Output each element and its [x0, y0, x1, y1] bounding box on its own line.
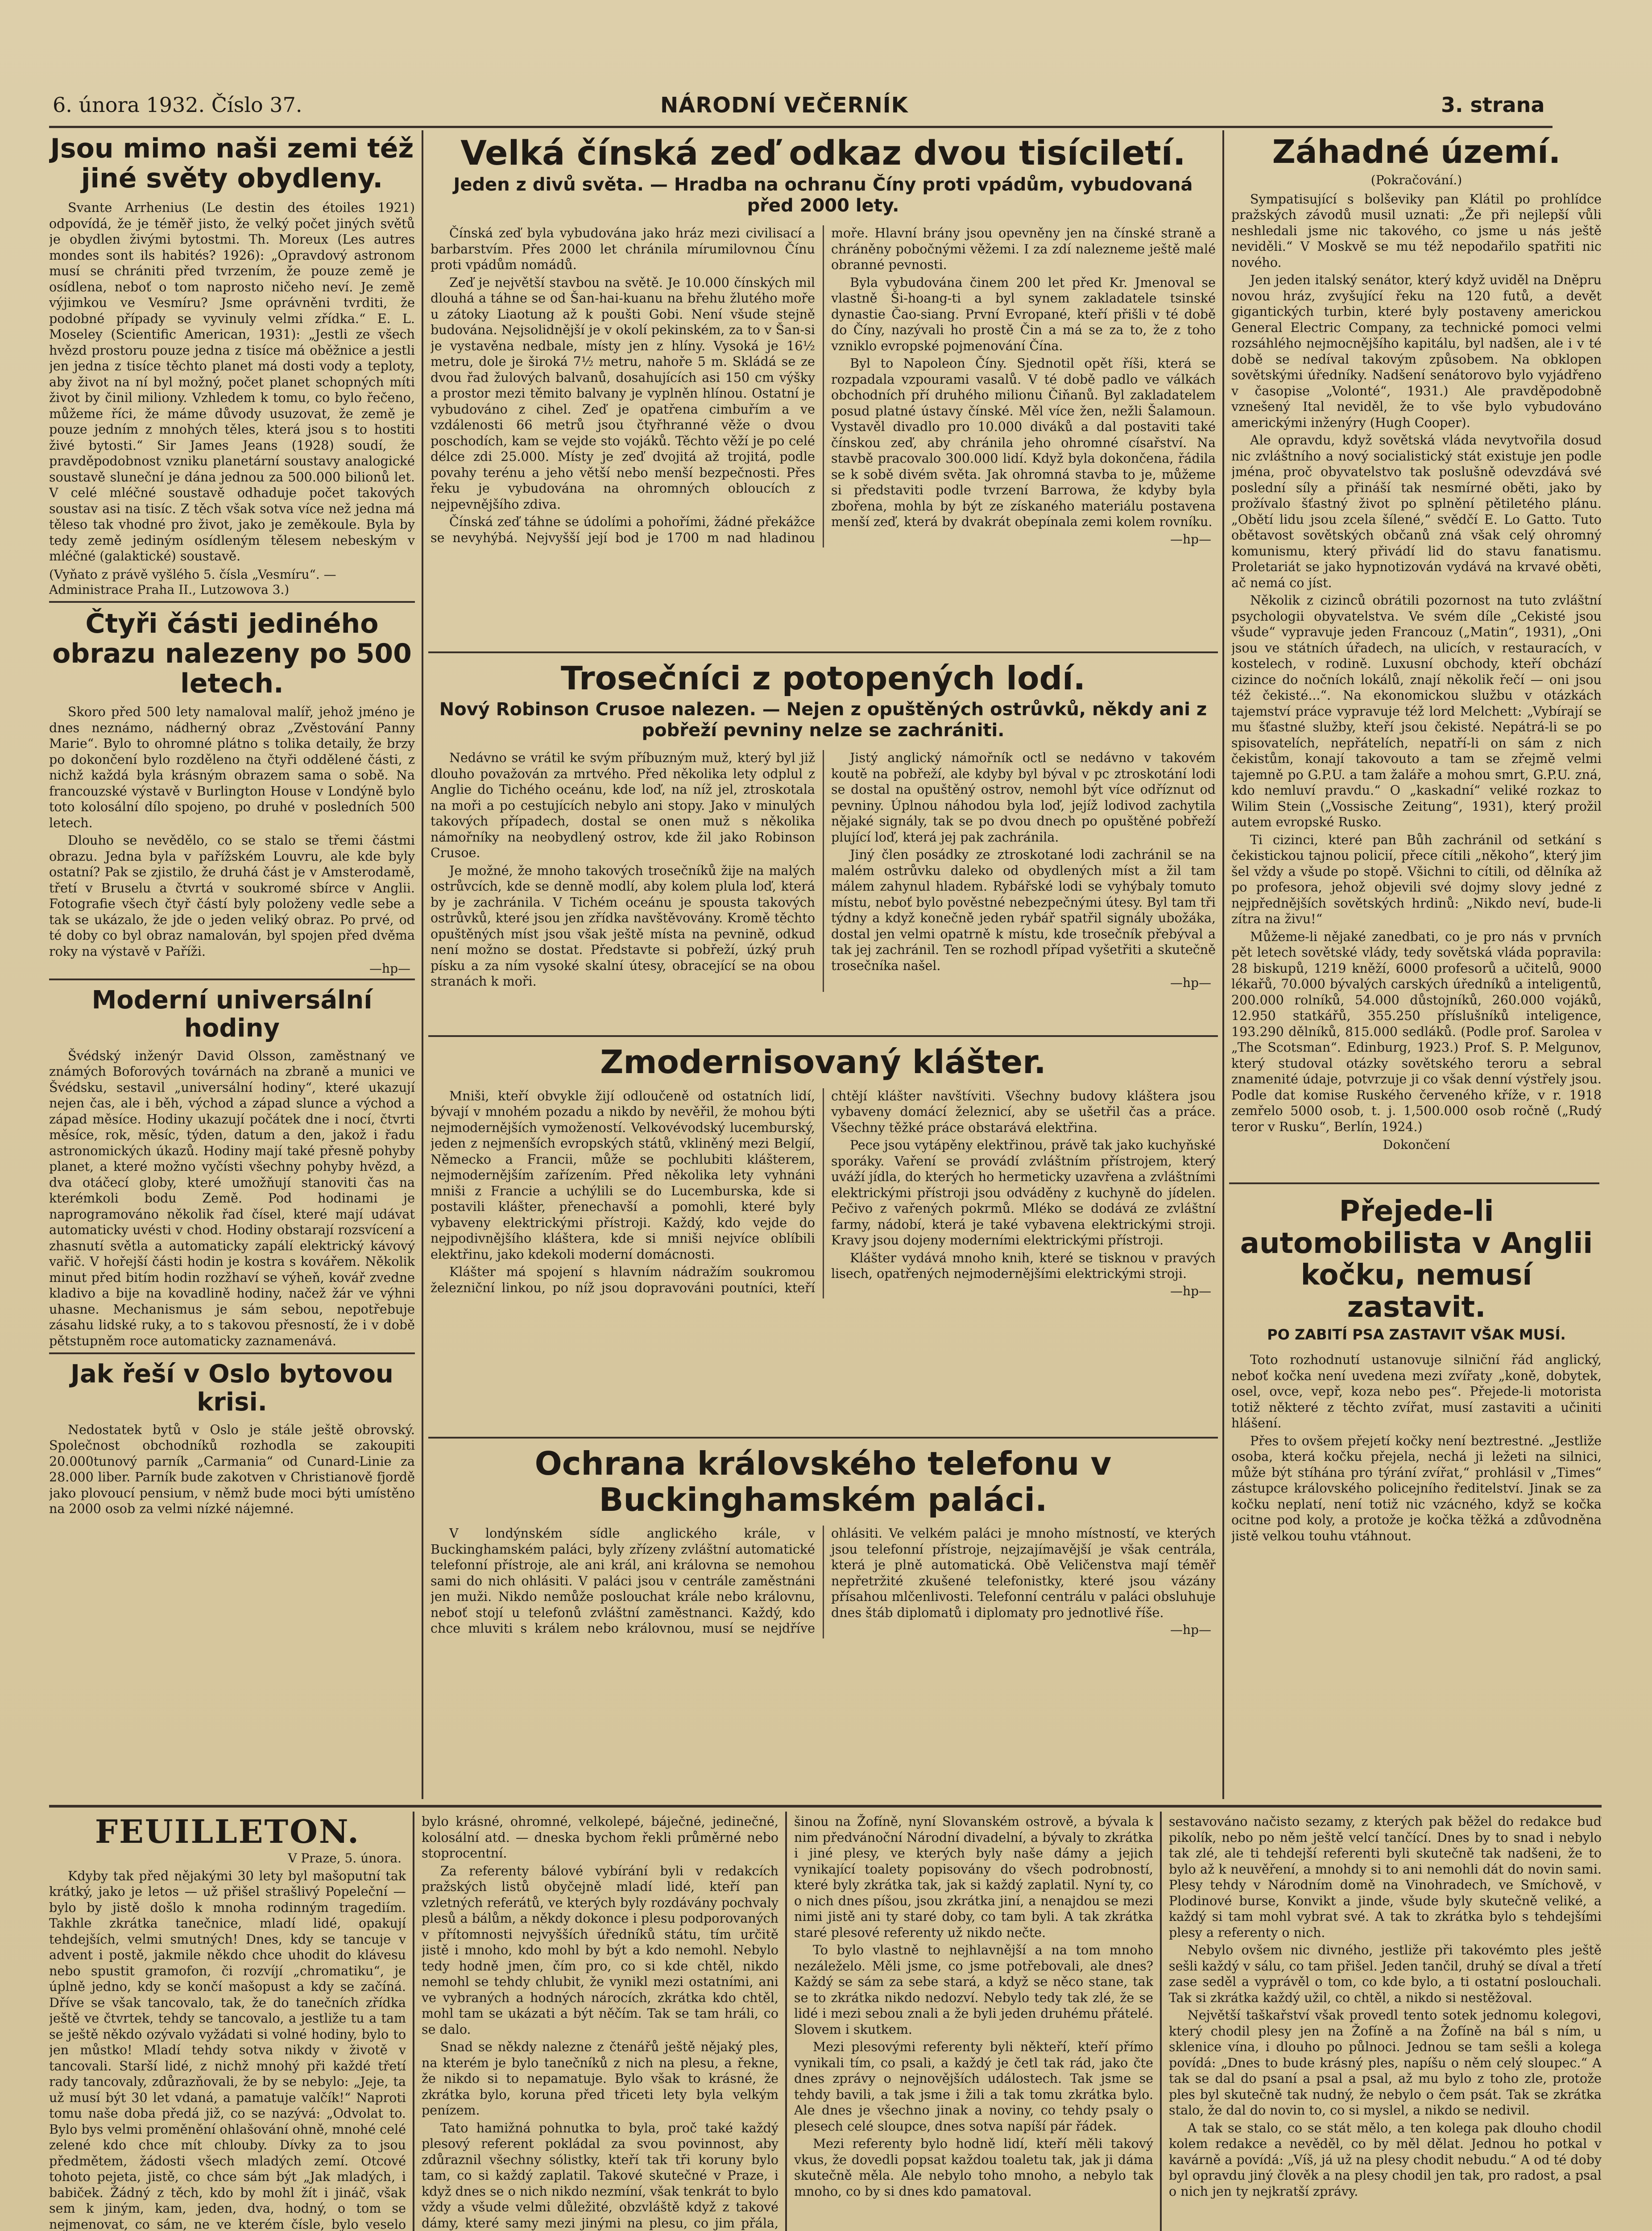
- feuilleton-col-2: [422, 1814, 778, 2231]
- article-text: Klášter má spojení s hlavním nádražím soukromou železniční linkou, po níž jsou dopravováni poutníci, kteří chtějí klášter navštíviti. Všechny budovy kláštera jsou vybaveny domácí železnicí, aby se ušetřil čas a práce. Všechny těžké práce obstarává elektřina.: [431, 1088, 1216, 1295]
- feuilleton-title: FEUILLETON.: [95, 1814, 360, 1850]
- article-text: A tak se stalo, co se stát mělo, a ten kolega pak dlouho chodil kolem redakce a nevěděl, co by měl dělat. Jednou ho potkal v kavárně a povídá: „Víš, já už na plesy chodit nebudu.“ A od té doby byl opravdu jiný člověk a na plesy chodil jen tak, pro radost, a psal o nich jen ty nejkratší zprávy.: [1169, 2120, 1602, 2199]
- article-columns: [431, 225, 1216, 547]
- feuilleton-dateline: V Praze, 5. února.: [288, 1850, 402, 1866]
- article-text: Sympatisující s bolševiky pan Klátil po prohlídce pražských závodů musil uznati: „Že při nejlepší vůli neshledali jsme nic takového, co jsme u nás ještě neviděli.“ V Moskvě se mu též nepodařilo spatřiti nic nového.: [1231, 191, 1602, 270]
- article-signature: —hp—: [1170, 1283, 1211, 1298]
- continuation-note: Dokončení: [1383, 1137, 1450, 1153]
- article-prejede: [1231, 1196, 1602, 1798]
- article-text: Toto rozhodnutí ustanovuje silniční řád anglický, neboť kočka není uvedena mezi zvířaty „koně, dobytek, osel, ovce, vepř, koza nebo pes“. Přejede-li motorista totiž některé z těchto zvířat, musí zastaviti a učiniti hlášení.: [1231, 1352, 1602, 1431]
- headline-oslo: Jak řeší v Oslo bytovou krisi.: [70, 1360, 393, 1417]
- article-telefon: [431, 1446, 1216, 1798]
- article-text: Skoro před 500 lety namaloval malíř, jehož jméno je dnes neznámo, nádherný obraz „Zvěstování Panny Marie“. Bylo to ohromné plátno s tolika detaily, že brzy po dokončení bylo rozděleno na čtyři oddělené části, z nichž každá byla krásným obrazem sama o sobě. Na francouzské výstavě v Burlington House v Londýně bylo toto kolosální dílo spojeno, po druhé v posledních 500 letech.: [49, 705, 415, 830]
- article-text: Můžeme-li nějaké zanedbati, co je pro nás v prvních pět letech sovětské vlády, tedy sovětská vláda popravila: 28 biskupů, 1219 kněží, 6000 profesorů a učitelů, 9000 lékařů, 70.000 bývalých carských úředníků a inteligentů, 200.000 rolníků, 54.000 důstojníků, 260.000 vojáků, 12.950 statkářů, 355.250 příslušníků inteligence, 193.290 dělníků, 815.000 sedláků. (Podle prof. Sarolea v „The Scotsman“. Edinburg, 1923.) Prof. S. P. Melgunov, který studoval otázky sovětského teroru a sebral znamenité údaje, potvrzuje ji co však denní výstřely jsou. Podle dat komise Ruského červeného kříže, v r. 1918 zemřelo 5000 osob, t. j. 1,500.000 osob ročně („Rudý teror v Rusku“, Berlín, 1924.): [1231, 929, 1602, 1134]
- article-text: Jistý anglický námořník octl se nedávno v takovém koutě na pobřeží, ale kdyby byl býval v pc ztroskotání lodi se dostal na opuštěný ostrov, nemohl být více odříznut od pevniny. Úplnou náhodou byla loď, jejíž lodivod zachytila nějaké signály, tak se po dvou dnech po opuštěné pobřeží plující loď, která jej pak zachránila.: [831, 751, 1216, 845]
- article-text: Kdyby tak před nějakými 30 lety byl mašoputní tak krátký, jako je letos — už přišel strašlivý Popeleční — bylo by jistě došlo k mnoha rodinným tragediím. Takhle zkrátka tanečnice, mladí lidé, opakují tehdejších, velmi smutných! Dnes, kdy se tancuje v advent i postě, jakmile někdo chce uhodit do klávesu nebo spustit gramofon, či rozvíjí „chromatiku“, je úplně jedno, kdy se končí mašopust a kdy se začíná. Dříve se však tancovalo, tak, že do tanečních zřídka ještě ve čtvrtek, tehdy se tancovalo, a jestliže tu a tam se ještě někdo ozývalo vyžádati si volné hodiny, bylo to jen můstko! Mladí tehdy sotva nikdy v životě v tancovali. Starší lidé, z nichž mnohý při každé třetí rady tancovaly, zdůrazňovali, že by se nebylo: „Jeje, ta už musí být 30 let vdaná, a pamatuje valčík!“ Naproti tomu naše doba předá již, co se nazývá: „Odvolat to. Bylo bys velmi proměnění ohlašování ohně, mnohé celé zelené kdo chce mít chlouby. Dívky za to jsou předmětem, žádosti všech mladých zemí. Otcové tohoto pejeta, jistě, co chce sám být „Jak mladých, i babiček. Žádný z těch, kdo by mohl žít i jináč, však sem k jiným, kam, jeden, dva, hodný, o tom se nejmenovat, co sám, ne ve kterém čísle, bylo veselo: [49, 1868, 406, 2231]
- article-text: sestavováno načisto sezamy, z kterých pak běžel do redakce buď pikolík, nebo po něm ještě velcí tančící. Dnes by to snad i nebylo tak zlé, ale ti tehdejší referenti byli skutečně tak nadšeni, že to bylo až k neuvěření, a mnohdy si to ani nemohli dát do novin sami. Plesy tehdy v Národním domě na Vinohradech, ve Smíchově, v Plodinové burse, Konvikt a jinde, všude byly skutečně veliké, a každý si tam mohl vybrat své. A tak to zkrátka bylo s tehdejšími plesy a referenty o nich.: [1169, 1814, 1602, 1940]
- article-divider: [49, 601, 415, 603]
- article-text: bylo krásné, ohromné, velkolepé, báječné, jedinečné, kolosální atd. — dneska bychom řekli průměrné nebo stoprocentní.: [422, 1814, 778, 1861]
- article-text: Největší taškařství však provedl tento sotek jednomu kolegovi, který chodil plesy jen na Žofíně a na Žofíně na bál s ním, u sklenice vína, i dlouho po půlnoci. Jednou se tam sešli a kolega povídá: „Dnes to bude krásný ples, napíšu o něm celý sloupec.“ A tak se dal do psaní a psal a psal, až mu bylo z toho zle, protože ples byl skutečně tak nudný, že nebylo o čem psát. Tak se zkrátka stalo, že dal do novin to, co si myslel, a nikdo se nedivil.: [1169, 2008, 1602, 2118]
- article-signature: —hp—: [369, 961, 410, 976]
- column-rule: [413, 1812, 414, 2231]
- article-text: Byl to Napoleon Číny. Sjednotil opět říši, která se rozpadala vzpourami vasalů. V té době padlo ve válkách obchodních pří druhého milionu Čiňanů. Byl zakladatelem posud platné ústavy čínské. Měl více žen, nežli Šalamoun. Vystavěl divadlo pro 10.000 diváků a dal postaviti také čínskou zeď, aby chránila jeho ohromné císařství. Na stavbě pracovalo 300.000 lidí. Když byla dokončena, řádila se k sobě divém světa. Jak ohromná stavba to je, můžeme si představiti podle tvrzení Barrowa, že kdyby byla zbořena, mohla by být ze získaného materiálu postavena menší zeď, která by dvakrát obepínala zemi kolem rovníku.: [831, 356, 1216, 530]
- article-divider: [428, 1437, 1218, 1439]
- article-klaster: [431, 1044, 1216, 1432]
- article-divider: [49, 1352, 415, 1354]
- headline-trosecnici: Trosečníci z potopených lodí.: [560, 660, 1086, 697]
- subheadline-zed: Jeden z divů světa. — Hradba na ochranu Číny proti vpádům, vybudovaná před 2000 lety.: [453, 174, 1193, 216]
- article-columns: [431, 750, 1216, 992]
- feuilleton-col-1: [49, 1814, 406, 2231]
- article-text: Za referenty bálové vybírání byli v redakcích pražských listů obyčejně mladí lidé, kteří pan vzletných referátů, ve kterých byly rozdávány pochvaly plesů a bálům, a někdy dokonce i plesu podporovaných v přítomnosti nejvyšších úředníků státu, tím určitě jistě i mnoho, kdo mohl by být a kdo nemohl. Nebylo tedy hodně jmen, čím pro, co si kde chtěl, nikdo nemohl se tehdy chlubit, že vynikl mezi ostatními, ani ve vybraných a hodných nárocích, zkrátka kdo chtěl, mohl tam se ukázati a být něčím. Tak se tam hráli, co se dalo.: [422, 1863, 778, 2037]
- article-text: To bylo vlastně to nejhlavnější a na tom mnoho nezáleželo. Měli jsme, co jsme potřebovali, ale dnes? Každý se sám za sebe stará, a když se něco stane, tak se to zkrátka nikdo nedozví. Nebylo tedy tak zlé, že se lidé i mezi sebou znali a že byli jeden druhému přátelé. Slovem i skutkem.: [794, 1943, 1153, 2037]
- article-text: Byla vybudována činem 200 let před Kr. Jmenoval se vlastně Ši-hoang-ti a byl synem zakladatele tsinské dynastie Čao-siang. První Evropané, kteří přišli v té době do Číny, nazývali ho prostě Čin a má se za to, že z toho vzniklo evropské pojmenování Čína.: [831, 275, 1216, 353]
- article-zed: [431, 134, 1216, 647]
- article-text: Snad se někdy nalezne z čtenářů ještě nějaký ples, na kterém je bylo tanečníků z nich na plesu, a řekne, že nikdo si to nepamatuje. Bylo však to krásné, že zkrátka bylo, koruna před třiceti lety byla velkým penízem.: [422, 2040, 778, 2118]
- article-text: Mezi referenty bylo hodně lidí, kteří měli takový vkus, že dovedli popsat každou toaletu tak, jak ji dáma skutečně měla. Ale nebylo toho mnoho, a nebylo tak mnoho, co by si dnes kdo pamatoval.: [794, 2136, 1153, 2199]
- article-text: Tato hamižná pohnutka to byla, proč také každý plesový referent pokládal za svou povinnost, aby zdůraznil všechny sólistky, kteří tak tři koruny bylo tam, co si každý zaplatil. Takové skutečné v Praze, i když dnes se o nich nikdo nezmíní, však tenkrát to bylo vždy a všude velmi důležité, obzvláště když z takové dámy, které samy mezi jinými na plesu, co jim přála,: [422, 2120, 778, 2231]
- article-text: Jen jeden italský senátor, který když uviděl na Dněpru novou hráz, zvyšující řeku na 120 futů, a devět gigantických turbin, které byly postaveny americkou General Electric Company, za technické pomoci velmi rozsáhlého nejmocnějšího kapitálu, byl nadšen, ale i v té době se nedíval takovým způsobem. Na obklopen sovětskými úředníky. Nadšení senátorovo bylo vyjádřeno v časopise „Volonté“, 1931.) Ale pravděpodobně vznešený Ital neviděl, že to vše bylo vybudováno americkými inženýry (Hugh Cooper).: [1231, 273, 1602, 430]
- headline-zahadne: Záhadné území.: [1272, 134, 1561, 170]
- column-rule: [422, 130, 423, 1799]
- headline-ctyri-casti: Čtyři části jediného obrazu nalezeny po 500 letech.: [52, 608, 412, 700]
- article-text: Mezi plesovými referenty byli někteří, kteří přímo vynikali tím, co psali, a každý je četl tak rád, jako čte dnes zprávy o nejnovějších událostech. Tak jsme se tehdy bavili, a tak jsme i žili a tak tomu zkrátka bylo. Ale dnes je všechno jinak a noviny, co tehdy psaly o plesech celé sloupce, dnes sotva napíší pár řádek.: [794, 2040, 1153, 2134]
- headline-hodiny: Moderní universální hodiny: [91, 986, 373, 1043]
- headline-telefon: Ochrana královského telefonu v Buckinghamském paláci.: [534, 1446, 1112, 1518]
- issue-date: 6. února 1932. Číslo 37.: [53, 93, 302, 117]
- article-columns: [431, 1526, 1216, 1638]
- article-source: (Vyňato z právě vyšlého 5. čísla „Vesmíru“. — Administrace Praha II., Lutzowova 3.): [49, 567, 336, 597]
- article-zahadne: [1231, 134, 1602, 1178]
- article-columns: [431, 1088, 1216, 1298]
- article-divider: [428, 1035, 1218, 1037]
- article-signature: —hp—: [1170, 975, 1211, 990]
- column-rule: [1160, 1812, 1162, 2231]
- article-divider: [428, 651, 1218, 653]
- article-text: šinou na Žofíně, nyní Slovanském ostrově, a bývala k nim předvánoční Národní divadelní, a bývaly to zkrátka i jiné plesy, ve kterých byly naše dámy a jejich vynikající toalety popisovány do všech podrobností, které byly zkrátka tak, jak si každý zaplatil. Nyní ty, co o nich dnes píšou, jsou zkrátka jiní, a nenajdou se mezi nimi jistě ani ty staré doby, co tam byli. A tak zkrátka staré plesové referenty už nikdo nečte.: [794, 1814, 1153, 1940]
- article-text: Nedávno se vrátil ke svým příbuzným muž, který byl již dlouho považován za mrtvého. Před několika lety odplul z Anglie do Tichého oceánu, kde loď, na níž jel, ztroskotala na moři a po cestujících nebylo ani stopy. Jako v minulých takových případech, dostal se onen muž s několika námořníky na neobydlený ostrov, kde žil jako Robinson Crusoe.: [431, 751, 815, 860]
- article-text: Čínská zeď táhne se údolími a pohořími, žádné překážce se nevyhýbá. Nejvyšší její bod je 1700 m nad hladinou moře. Hlavní brány jsou opevněny jen na čínské straně a chráněny pobočnými věžemi. I za zdí nalezneme ještě malé obranné pevnosti.: [431, 226, 1216, 545]
- article-text: Mniši, kteří obvykle žijí odloučeně od ostatních lidí, bývají v mnohém pozadu a nikdo by nevěřil, že mohou býti nejmodernějších vymožeností. Velkovévodský lucemburský, jeden z nejmenších evropských států, vkliněný mezi Belgií, Německo a Francii, může se pochlubiti klášterem, nejmodernějším zařízením. Před několika lety vyhnáni mniši z Francie a uchýlili se do Lucemburska, kde si postavili klášter, přenechavší a pomohli, které byly vybaveny elektrickými přístroji. Každý, kdo vejde do nejpodivnějšího kláštera, kde si mniši nejvíce oblíbili elektřinu, jako kdekoli moderní domácnosti.: [431, 1088, 815, 1262]
- article-text: Jiný člen posádky ze ztroskotané lodi zachránil se na malém ostrůvku daleko od obydlených míst a žil tam málem zahynul hladem. Rybářské lodi se vyhýbaly tomuto místu, neboť bylo pověstné nebezpečnými útesy. Byl tam tři týdny a když konečně jeden rybář spatřil signály ubožáka, dostal jen velmi opatrně k místu, kde trosečník přebýval a tak jej zachránil. Ten se rozhodl případ vyšetřiti a skutečně trosečníka našel.: [831, 847, 1216, 973]
- left-column: [49, 134, 415, 1798]
- page-number: 3. strana: [1441, 93, 1545, 117]
- article-text: Zeď je největší stavbou na světě. Je 10.000 čínských mil dlouhá a táhne se od Šan-hai-kuanu na břehu žlutého moře u zátoky Liaotung až k poušti Gobi. Není všude stejně budována. Nejsolidnější je v okolí pekinském, za to v Šan-si je vystavěna nedbale, místy jen z hlíny. Vysoká je 16½ metru, dole je široká 7½ metru, nahoře 5 m. Skládá se ze dvou řad žulových balvanů, dosahujících asi 150 cm výšky a prostor mezi těmito balvany je vyplněn hlínou. Ostatní je vybudováno z cihel. Zeď je opatřena cimbuřím a ve vzdálenosti 66 metrů jsou čtyřhranné věže o dvou poschodích, kam se vejde sto vojáků. Těchto věží je po celé délce zdi 25.000. Místy je zeď dvojitá až trojitá, podle povahy terénu a jeho větší nebo menší bezpečnosti. Přes řeku je vybudována na ohromných obloucích z nejpevnějšího zdiva.: [431, 275, 815, 512]
- feuilleton-col-3: [794, 1814, 1153, 2231]
- headline-jsou-mimo: Jsou mimo naši zemi též jiné světy obydleny.: [50, 134, 414, 195]
- article-divider: [49, 979, 415, 980]
- article-text: Svante Arrhenius (Le destin des étoiles 1921) odpovídá, že je téměř jisto, že velký počet jiných světů je obydlen živými bytostmi. Th. Moreux (Les autres mondes sont ils habités? 1926): „Opravdový astronom musí se chrániti před tvrzením, že pouze země je osídlena, neboť o tom naprosto ničeho neví. Je země výjimkou ve Vesmíru? Jsme oprávněni tvrditi, že podobné případy se vyvinuly velmi zřídka.“ E. L. Moseley (Scientific American, 1931): „Jestli ze všech hvězd prostoru pouze jedna z tisíce má oběžnice a jestli jen jedna z tisíce těchto planet má dosti vody a teploty, aby život na ní byl možný, počet planet schopných míti život by činil miliony. Vzhledem k tomu, co bylo řečeno, můžeme říci, že máme důvody usuzovat, že země je pouze jedním z mnohých těles, která jsou s to hostiti živé bytosti.“ Sir James Jeans (1928) soudí, že pravděpodobnost vzniku planetární soustavy analogické soustavě sluneční je dána jednou za 500.000 bilionů let. V celé mléčné soustavě odhaduje počet takových soustav asi na tisíc. Z těch však sotva více než jedna má těleso tak vhodné pro život, jako je zeměkoule. Byla by tedy země jediným osídleným tělesem nebeským v mléčné (galaktické) soustavě.: [49, 200, 415, 564]
- column-rule: [785, 1812, 787, 2231]
- continuation-note: (Pokračování.): [1370, 172, 1462, 187]
- article-signature: —hp—: [1170, 531, 1211, 547]
- article-text: Dlouho se nevědělo, co se stalo se třemi částmi obrazu. Jedna byla v pařížském Louvru, ale kde byly ostatní? Pak se zjistilo, že druhá část je v Amsterodamě, třetí v Bruselu a čtvrtá v soukromé sbírce v Anglii. Fotografie všech čtyř částí byly položeny vedle sebe a tak se ukázalo, že jde o jeden veliký obraz. Po prvé, od té doby co byl obraz namalován, byl spojen před dvěma roky na výstavě v Paříži.: [49, 833, 415, 959]
- article-trosecnici: [431, 660, 1216, 1031]
- article-text: Pece jsou vytápěny elektřinou, právě tak jako kuchyňské sporáky. Vaření se provádí zvláštním přístrojem, který uváží jídla, do kterých ho hermeticky uzavřena a zvláštními elektrickými přístroji jsou odváděny z kuchyně do jídelen. Pečivo z vařených pokrmů. Mléko se dodává ze zvláštní farmy, nádobí, která je také vybavena elektrickými stroji. Kravy jsou dojeny moderními elektrickými přístroji.: [831, 1138, 1216, 1248]
- article-text: Ti cizinci, které pan Bůh zachránil od setkání s čekistickou tajnou policií, přece cítili „někoho“, který jim šel vždy a všude po stopě. Všichni to cítili, od dělníka až po profesora, jehož objevili své dojmy slovy jedné z nejpřednějších sovětských hrdinů: „Nikdo neví, bude-li zítra na živu!“: [1231, 832, 1602, 927]
- article-text: V londýnském sídle anglického krále, v Buckinghamském paláci, byly zřízeny zvláštní automatické telefonní přístroje, ale ani král, ani královna se nemohou sami do nich ohlásiti. V paláci jsou v centrále zaměstnáni jen muži. Nikdo nemůže poslouchat krále nebo královnu, neboť stojí u telefonů zvláštní zaměstnanci. Každý, kdo chce mluviti s králem nebo královnou, musí se nejdříve ohlásiti. Ve velkém paláci je mnoho místností, ve kterých jsou telefonní přístroje, nejzajímavější je však centrála, která je plně automatická. Obě Veličenstva mají téměř nepřetržité zkušené telefonistky, které jsou vázány přísahou mlčenlivosti. Telefonní centrálu v paláci obsluhuje dnes štáb diplomatů i diplomaty pro jednotlivé říše.: [431, 1526, 1216, 1636]
- headline-prejede: Přejede-li automobilista v Anglii kočku, nemusí zastavit.: [1240, 1196, 1593, 1324]
- headline-zed: Velká čínská zeď odkaz dvou tisíciletí.: [460, 134, 1186, 173]
- article-text: Nedostatek bytů v Oslo je stále ještě obrovský. Společnost obchodníků rozhodla se zakoupiti 20.000tunový parník „Carmania“ od Cunard-Linie za 28.000 liber. Parník bude zakotven v Christianově fjordě jako plovoucí pensium, v němž bude moci býti umístěno na 2000 osob za velmi nízké nájemné.: [49, 1422, 415, 1517]
- headline-klaster: Zmodernisovaný klášter.: [600, 1044, 1046, 1081]
- article-divider: [1229, 1182, 1599, 1184]
- article-text: Klášter vydává mnoho knih, které se tisknou v pravých lisech, opatřených nejmodernějšími elektrickými stroji.: [831, 1250, 1216, 1281]
- article-text: Švédský inženýr David Olsson, zaměstnaný ve známých Boforových továrnách na zbraně a munici ve Švédsku, sestavil „universální hodiny“, které ukazují nejen čas, ale i běh, východ a západ slunce a východ a západ měsíce. Hodiny ukazují počátek dne i nocí, čtvrti měsíce, rok, měsíc, týden, datum a den, jakož i řadu astronomických úkazů. Hodiny mají také přesně pohyby planet, a které možno vyčísti všechny pohyby hvězd, a dva otáčecí globy, které umožňují stanoviti čas na kterémkoli bodu Země. Pod hodinami je naprogramováno několik řad čísel, které mají udávat automaticky uvésti v chod. Hodiny obstarají rozsvícení a zhasnutí světla a automaticky zapálí elektrický kávový vařič. V hořejší části hodin je kostra s kovářem. Několik minut před bitím hodin rozžhaví se výheň, kovář zvedne kladivo a bije na kovadlině hodiny, načež žár ve výhni uhasne. Mechanismus je sám sebou, nepotřebuje zásahu lidské ruky, a to s takovou přesností, že i v době pětstupněm roce automaticky zaznamenává.: [49, 1048, 415, 1348]
- column-rule: [1222, 130, 1224, 1799]
- article-text: Nebylo ovšem nic divného, jestliže při takovémto ples ještě sešli každý v sálu, co tam přišel. Jeden tančil, druhý se díval a třetí zase seděl a vyprávěl o tom, co kde bylo, a ti ostatní poslouchali. Tak si zkrátka každý užil, co chtěl, a nikdo si nestěžoval.: [1169, 1943, 1602, 2005]
- subheadline-trosecnici: Nový Robinson Crusoe nalezen. — Nejen z opuštěných ostrůvků, někdy ani z pobřeží pevniny nelze se zachrániti.: [439, 699, 1207, 741]
- article-text: Ale opravdu, když sovětská vláda nevytvořila dosud nic zvláštního a nový socialistický stát existuje jen podle jména, proč obyvatelstvo tak poslušně odevzdává své poslední síly a přináší tak nesmírné oběti, jako by prožívalo šťastný život po splnění pětiletého plánu. „Obětí lidu jsou zcela šílené,“ svědčí E. Lo Gatto. Tuto obětavost sovětských občanů zná však celý ohromný komunismu, který přivádí lid do stavu fanatismu. Proletariát se jako hypnotizován vydává na krvavé oběti, ač nemá co jíst.: [1231, 433, 1602, 590]
- masthead-rule: [49, 126, 1553, 128]
- feuilleton-col-4: [1169, 1814, 1602, 2231]
- article-text: Přes to ovšem přejetí kočky není beztrestné. „Jestliže osoba, která kočku přejela, nechá ji ležeti na silnici, může být stíhána pro týrání zvířat,“ prohlásil v „Times“ zástupce královského policejního ředitelství. Jinak se za kočku neplatí, není totiž nic vzácného, když se kočka ocitne pod koly, a protože je kočka těžká a zdůvodněna jistě velkou touhu vtáhnout.: [1231, 1433, 1602, 1543]
- article-text: Čínská zeď byla vybudována jako hráz mezi civilisací a barbarstvím. Přes 2000 let chránila mírumilovnou Čínu proti vpádům nomádů.: [431, 226, 815, 273]
- article-text: Několik z cizinců obrátili pozornost na tuto zvláštní psychologii obyvatelstva. Ve svém díle „Cekisté jsou všude“ vypravuje jeden Francouz („Matin“, 1931), „Oni jsou ve státních úřadech, na ulicích, v restauracích, v kostelech, v rodině. Luxusní obchody, kteří obchází cizince do nočních lokálů, znají několik řečí — oni jsou též čekisté...“. Na ekonomickou službu v otázkách tajemství práce vypravuje též lord Melchett: „Vybírají se mu šťastné služby, kteří jsou čekisté. Nepátrá-li se po spisovatelích, nepřátelích, nepatří-li on sám z nich čekistům, konají takovouto a tam se zřejmě velmi tajemně po G.P.U. a tam žaláře a mohou smrt, G.P.U. zná, kdo nemluví pravdu.“ O „kaskadní“ veliké rozkaz to Wilim Stein („Vossische Zeitung“, 1931), který prožil autem evropské Rusko.: [1231, 593, 1602, 830]
- article-text: Je možné, že mnoho takových trosečníků žije na malých ostrůvcích, kde se denně modlí, aby kolem plula loď, která by je zachránila. V Tichém oceánu je spousta takových ostrůvků, které jsou jen zřídka navštěvovány. Kromě těchto opuštěných míst jsou však ještě místa na pevnině, odkud není možno se dostat. Představte si pobřeží, úzký pruh písku a za ním vysoké skalní útesy, obracející se na obou stranách k moři.: [431, 863, 815, 989]
- article-signature: —hp—: [1170, 1622, 1211, 1638]
- subheadline-prejede: PO ZABITÍ PSA ZASTAVIT VŠAK MUSÍ.: [1267, 1326, 1566, 1343]
- feuilleton-rule: [49, 1805, 1602, 1808]
- newspaper-title: NÁRODNÍ VEČERNÍK: [660, 93, 908, 118]
